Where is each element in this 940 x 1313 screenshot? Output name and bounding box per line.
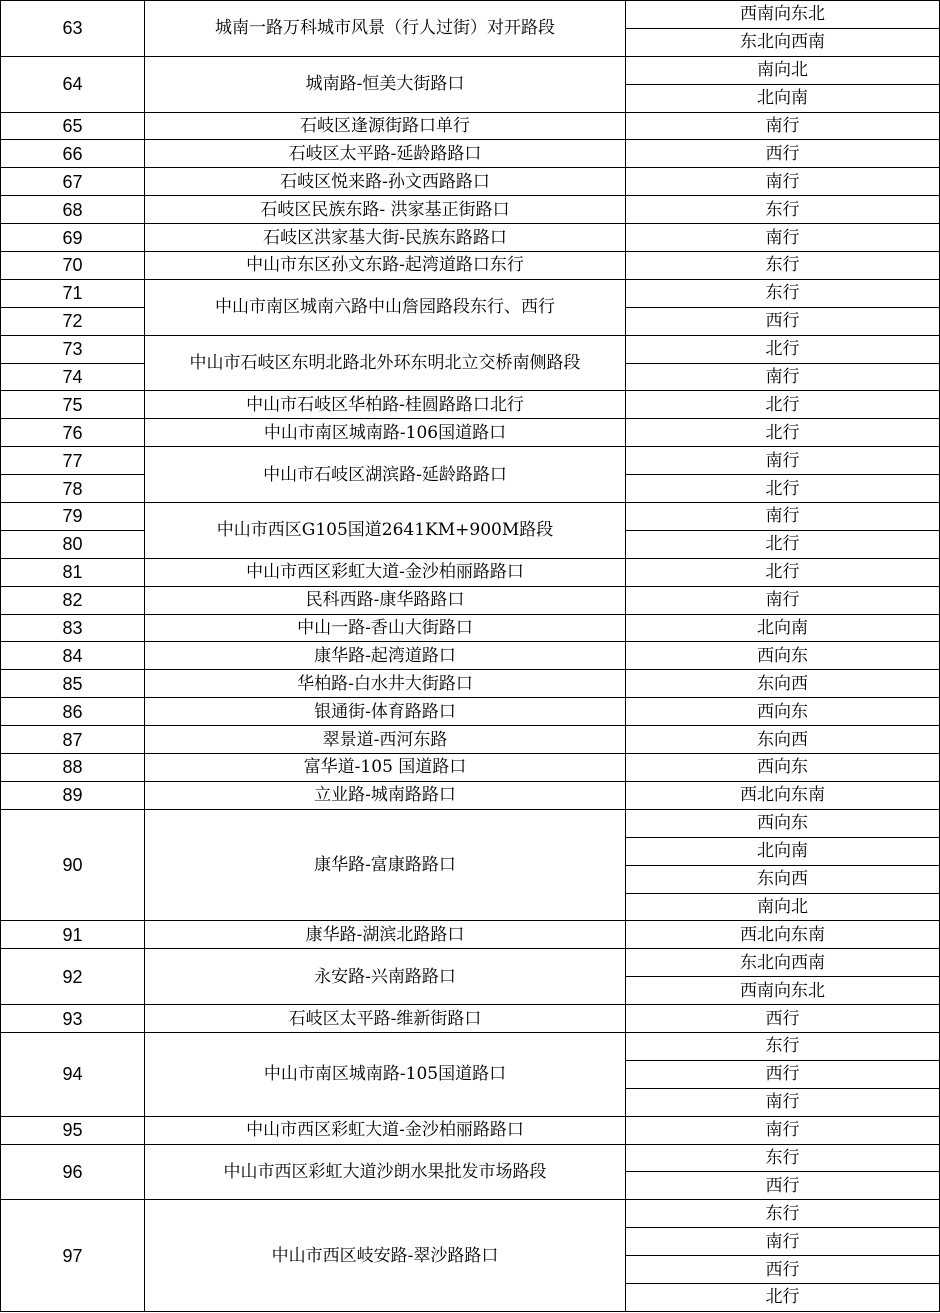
row-number-cell: 80 bbox=[1, 530, 145, 558]
table-row bbox=[1, 1005, 940, 1033]
location-cell: 城南一路万科城市风景（行人过街）对开路段 bbox=[145, 1, 626, 57]
table-row bbox=[1, 726, 940, 754]
location-cell: 银通街-体育路路口 bbox=[145, 698, 626, 726]
direction-cell: 北向南 bbox=[626, 837, 940, 865]
table-row bbox=[1, 252, 940, 280]
row-number-cell: 86 bbox=[1, 698, 145, 726]
direction-cell: 南行 bbox=[626, 1228, 940, 1256]
direction-cell: 西行 bbox=[626, 140, 940, 168]
row-number-cell: 77 bbox=[1, 447, 145, 475]
location-cell: 中山市南区城南路-105国道路口 bbox=[145, 1032, 626, 1116]
row-number-cell: 94 bbox=[1, 1032, 145, 1116]
row-number-cell: 73 bbox=[1, 335, 145, 363]
table-row bbox=[1, 1116, 940, 1144]
row-number-cell: 83 bbox=[1, 614, 145, 642]
location-cell: 中山市东区孙文东路-起湾道路口东行 bbox=[145, 252, 626, 280]
direction-cell: 西行 bbox=[626, 1060, 940, 1088]
row-number-cell: 66 bbox=[1, 140, 145, 168]
row-number-cell: 74 bbox=[1, 363, 145, 391]
direction-cell: 西向东 bbox=[626, 754, 940, 782]
table-row bbox=[1, 56, 940, 84]
table-row bbox=[1, 335, 940, 363]
location-cell: 永安路-兴南路路口 bbox=[145, 949, 626, 1005]
direction-cell: 南行 bbox=[626, 447, 940, 475]
table-row bbox=[1, 642, 940, 670]
table-row bbox=[1, 1144, 940, 1172]
direction-cell: 东行 bbox=[626, 1144, 940, 1172]
table-row bbox=[1, 168, 940, 196]
table-row bbox=[1, 921, 940, 949]
direction-cell: 北行 bbox=[626, 475, 940, 503]
direction-cell: 东行 bbox=[626, 252, 940, 280]
row-number-cell: 82 bbox=[1, 586, 145, 614]
table-row bbox=[1, 586, 940, 614]
table-row bbox=[1, 614, 940, 642]
direction-cell: 北向南 bbox=[626, 84, 940, 112]
row-number-cell: 93 bbox=[1, 1005, 145, 1033]
table-row bbox=[1, 140, 940, 168]
direction-cell: 西行 bbox=[626, 1005, 940, 1033]
location-cell: 中山市石岐区湖滨路-延龄路路口 bbox=[145, 447, 626, 503]
row-number-cell: 95 bbox=[1, 1116, 145, 1144]
location-cell: 中山市石岐区东明北路北外环东明北立交桥南侧路段 bbox=[145, 335, 626, 391]
location-cell: 中山市南区城南六路中山詹园路段东行、西行 bbox=[145, 279, 626, 335]
direction-cell: 东行 bbox=[626, 1032, 940, 1060]
row-number-cell: 91 bbox=[1, 921, 145, 949]
row-number-cell: 70 bbox=[1, 252, 145, 280]
row-number-cell: 87 bbox=[1, 726, 145, 754]
direction-cell: 北行 bbox=[626, 419, 940, 447]
table-row bbox=[1, 224, 940, 252]
table-row bbox=[1, 949, 940, 977]
table-row bbox=[1, 112, 940, 140]
location-cell: 石岐区悦来路-孙文西路路口 bbox=[145, 168, 626, 196]
table-row bbox=[1, 196, 940, 224]
direction-cell: 南行 bbox=[626, 112, 940, 140]
location-cell: 石岐区太平路-维新街路口 bbox=[145, 1005, 626, 1033]
direction-cell: 东行 bbox=[626, 279, 940, 307]
direction-cell: 北行 bbox=[626, 1283, 940, 1311]
direction-cell: 南行 bbox=[626, 503, 940, 531]
row-number-cell: 90 bbox=[1, 809, 145, 921]
row-number-cell: 65 bbox=[1, 112, 145, 140]
table-row bbox=[1, 809, 940, 837]
direction-cell: 西行 bbox=[626, 1256, 940, 1284]
table-row bbox=[1, 670, 940, 698]
table-row bbox=[1, 1200, 940, 1228]
table-row bbox=[1, 754, 940, 782]
row-number-cell: 64 bbox=[1, 56, 145, 112]
location-cell: 城南路-恒美大街路口 bbox=[145, 56, 626, 112]
direction-cell: 南向北 bbox=[626, 893, 940, 921]
direction-cell: 南行 bbox=[626, 586, 940, 614]
location-cell: 中山市西区彩虹大道-金沙柏丽路路口 bbox=[145, 1116, 626, 1144]
direction-cell: 北行 bbox=[626, 335, 940, 363]
table-body bbox=[1, 1, 940, 1312]
row-number-cell: 79 bbox=[1, 503, 145, 531]
location-cell: 康华路-湖滨北路路口 bbox=[145, 921, 626, 949]
location-cell: 民科西路-康华路路口 bbox=[145, 586, 626, 614]
table-row bbox=[1, 1, 940, 29]
direction-cell: 南行 bbox=[626, 1088, 940, 1116]
direction-cell: 西北向东南 bbox=[626, 921, 940, 949]
location-cell: 华柏路-白水井大街路口 bbox=[145, 670, 626, 698]
direction-cell: 东北向西南 bbox=[626, 28, 940, 56]
direction-cell: 西向东 bbox=[626, 642, 940, 670]
direction-cell: 北行 bbox=[626, 391, 940, 419]
direction-cell: 东向西 bbox=[626, 865, 940, 893]
location-cell: 石岐区洪家基大街-民族东路路口 bbox=[145, 224, 626, 252]
direction-cell: 西向东 bbox=[626, 698, 940, 726]
row-number-cell: 92 bbox=[1, 949, 145, 1005]
table-row bbox=[1, 1032, 940, 1060]
row-number-cell: 75 bbox=[1, 391, 145, 419]
row-number-cell: 96 bbox=[1, 1144, 145, 1200]
row-number-cell: 97 bbox=[1, 1200, 145, 1312]
direction-cell: 西向东 bbox=[626, 809, 940, 837]
row-number-cell: 84 bbox=[1, 642, 145, 670]
direction-cell: 南向北 bbox=[626, 56, 940, 84]
direction-cell: 南行 bbox=[626, 224, 940, 252]
location-cell: 富华道-105 国道路口 bbox=[145, 754, 626, 782]
table-row bbox=[1, 279, 940, 307]
direction-cell: 南行 bbox=[626, 1116, 940, 1144]
location-cell: 中山市西区G105国道2641KM+900M路段 bbox=[145, 503, 626, 559]
location-cell: 康华路-富康路路口 bbox=[145, 809, 626, 921]
table-row bbox=[1, 391, 940, 419]
location-cell: 中山市西区彩虹大道沙朗水果批发市场路段 bbox=[145, 1144, 626, 1200]
direction-cell: 东向西 bbox=[626, 726, 940, 754]
location-cell: 立业路-城南路路口 bbox=[145, 781, 626, 809]
location-cell: 石岐区民族东路- 洪家基正街路口 bbox=[145, 196, 626, 224]
direction-cell: 西北向东南 bbox=[626, 781, 940, 809]
table-row bbox=[1, 419, 940, 447]
row-number-cell: 71 bbox=[1, 279, 145, 307]
row-number-cell: 63 bbox=[1, 1, 145, 57]
row-number-cell: 78 bbox=[1, 475, 145, 503]
direction-cell: 东向西 bbox=[626, 670, 940, 698]
direction-cell: 南行 bbox=[626, 363, 940, 391]
table-row bbox=[1, 558, 940, 586]
direction-cell: 北行 bbox=[626, 530, 940, 558]
row-number-cell: 76 bbox=[1, 419, 145, 447]
table-row bbox=[1, 781, 940, 809]
direction-cell: 北行 bbox=[626, 558, 940, 586]
row-number-cell: 68 bbox=[1, 196, 145, 224]
direction-cell: 西行 bbox=[626, 307, 940, 335]
location-cell: 中山市南区城南路-106国道路口 bbox=[145, 419, 626, 447]
row-number-cell: 67 bbox=[1, 168, 145, 196]
location-cell: 中山市石岐区华柏路-桂圆路路口北行 bbox=[145, 391, 626, 419]
direction-cell: 东行 bbox=[626, 1200, 940, 1228]
location-cell: 中山市西区彩虹大道-金沙柏丽路路口 bbox=[145, 558, 626, 586]
location-cell: 石岐区太平路-延龄路路口 bbox=[145, 140, 626, 168]
row-number-cell: 72 bbox=[1, 307, 145, 335]
direction-cell: 北向南 bbox=[626, 614, 940, 642]
location-cell: 翠景道-西河东路 bbox=[145, 726, 626, 754]
row-number-cell: 81 bbox=[1, 558, 145, 586]
direction-cell: 东行 bbox=[626, 196, 940, 224]
location-cell: 石岐区逢源街路口单行 bbox=[145, 112, 626, 140]
location-cell: 中山一路-香山大街路口 bbox=[145, 614, 626, 642]
direction-cell: 东北向西南 bbox=[626, 949, 940, 977]
row-number-cell: 88 bbox=[1, 754, 145, 782]
row-number-cell: 69 bbox=[1, 224, 145, 252]
table-row bbox=[1, 698, 940, 726]
direction-cell: 西南向东北 bbox=[626, 977, 940, 1005]
row-number-cell: 89 bbox=[1, 781, 145, 809]
location-cell: 中山市西区岐安路-翠沙路路口 bbox=[145, 1200, 626, 1312]
location-cell: 康华路-起湾道路口 bbox=[145, 642, 626, 670]
row-number-cell: 85 bbox=[1, 670, 145, 698]
direction-cell: 南行 bbox=[626, 168, 940, 196]
table-row bbox=[1, 503, 940, 531]
table-row bbox=[1, 447, 940, 475]
direction-cell: 西南向东北 bbox=[626, 1, 940, 29]
direction-cell: 西行 bbox=[626, 1172, 940, 1200]
